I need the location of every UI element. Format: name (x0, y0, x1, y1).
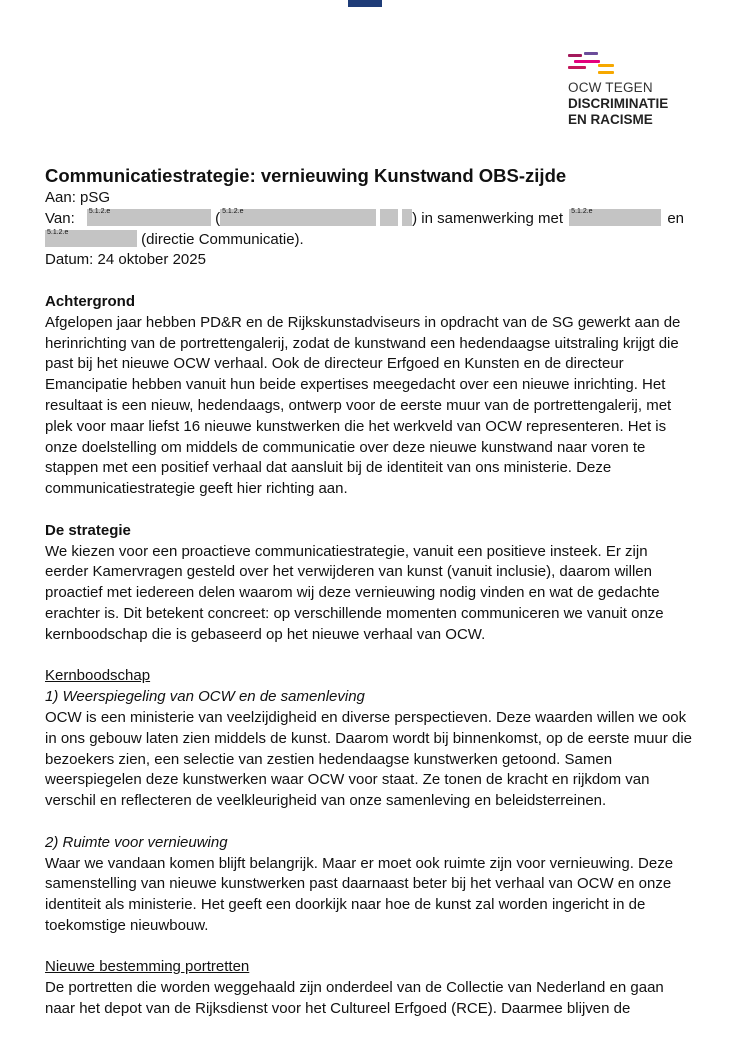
logo-line-2: DISCRIMINATIE (568, 96, 669, 111)
section-heading-kernboodschap: Kernboodschap (45, 667, 151, 685)
top-color-tab (348, 0, 382, 7)
redaction-block: 5.1.2.e (220, 209, 376, 226)
paragraph-achtergrond: Afgelopen jaar hebben PD&R en de Rijkskunstadviseurs in opdracht van de SG gewerkt aan de herinrichting van de portrettengalerij, zodat de kunstwand een hedendaagse uitstraling krijgt die past bij het nieuwe OCW verhaal. Ook de directeur Erfgoed en Kunsten en de directeur Emancipatie hebben vanuit hun beide expertises meegedacht over een nieuwe inrichting. Het resultaat is een nieuw, hedendaags, ontwerp voor de eerste muur van de portrettengalerij, met plek voor maar liefst 16 nieuwe kunstwerken die het werkveld van OCW representeren. Het is onze doelstelling om middels de communicatie over deze nieuwe kunstwand naar voren te stappen met een positief verhaal dat aansluit bij de identiteit van ons ministerie. Deze communicatiestrategie geeft hier richting aan. (45, 313, 681, 498)
redaction-block: 5.1.2.e (45, 230, 137, 247)
ocw-logo (568, 50, 668, 128)
datum-line: Datum: 24 oktober 2025 (45, 251, 206, 269)
paragraph-weerspiegeling: OCW is een ministerie van veelzijdigheid en diverse perspectieven. Deze waarden willen we ook in ons gebouw laten zien middels de kunst. Daarom wordt bij binnenkomst, op de eerste muur die bezoekers zien, een selectie van zestien hedendaagse kunstwerken getoond. Samen weerspiegelen deze kunstwerken waar OCW voor staat. Ze tonen de kracht en rijkdom van verschil en reflecteren de veelkleurigheid van onze samenleving en beleidsterreinen. (45, 708, 693, 810)
van-line-2 (45, 230, 695, 251)
logo-line-1: OCW TEGEN (568, 80, 653, 95)
subheading-ruimte: 2) Ruimte voor vernieuwing (45, 833, 228, 851)
paragraph-bestemming: De portretten die worden weggehaald zijn onderdeel van de Collectie van Nederland en gaan naar het depot van de Rijksdienst voor het Cultureel Erfgoed (RCE). Daarmee blijven de (45, 979, 664, 1018)
van-label: Van: (45, 209, 75, 227)
paragraph-ruimte: Waar we vandaan komen blijft belangrijk. Maar er moet ook ruimte zijn voor vernieuwing. Deze samenstelling van nieuwe kunstwerken past daarnaast beter bij het verhaal van OCW en onze identiteit als ministerie. Het geeft een doorkijk naar hoe de kunst zal worden ingericht in de toekomstige nieuwbouw. (45, 854, 674, 934)
redaction-block: 5.1.2.e (87, 209, 211, 226)
section-heading-achtergrond: Achtergrond (45, 292, 135, 310)
van-text-2: en (667, 209, 685, 227)
van-line: Van: 5.1.2.e ( 5.1.2.e ) in samenwerking met 5.1.2.e en (45, 207, 685, 227)
section-heading-strategie: De strategie (45, 521, 131, 539)
van-text-1: in samenwerking met (421, 209, 563, 227)
logo-mark-icon (568, 50, 618, 78)
aan-line: Aan: pSG (45, 189, 111, 206)
section-heading-bestemming: Nieuwe bestemming portretten (45, 958, 250, 976)
redaction-block (402, 209, 412, 226)
van-text-3: (directie Communicatie). (141, 230, 304, 248)
document-body (45, 164, 695, 1020)
subheading-weerspiegeling: 1) Weerspiegeling van OCW en de samenleving (45, 688, 365, 706)
logo-line-3: EN RACISME (568, 112, 653, 127)
redaction-block: 5.1.2.e (569, 209, 661, 226)
document-title: Communicatiestrategie: vernieuwing Kunstwand OBS-zijde (45, 165, 567, 186)
paragraph-strategie: We kiezen voor een proactieve communicatiestrategie, vanuit een positieve insteek. Er zijn eerder Kamervragen gesteld over het verwijderen van kunst (vanuit inclusie), daarom willen proactief met iedereen delen waarom wij deze vernieuwing nodig vinden en wat de gedachte erachter is. Dit betekent concreet: op verschillende momenten communiceren we vanuit onze kernboodschap die is gebaseerd op het nieuwe verhaal van OCW. (45, 542, 664, 643)
redaction-block (380, 209, 398, 226)
